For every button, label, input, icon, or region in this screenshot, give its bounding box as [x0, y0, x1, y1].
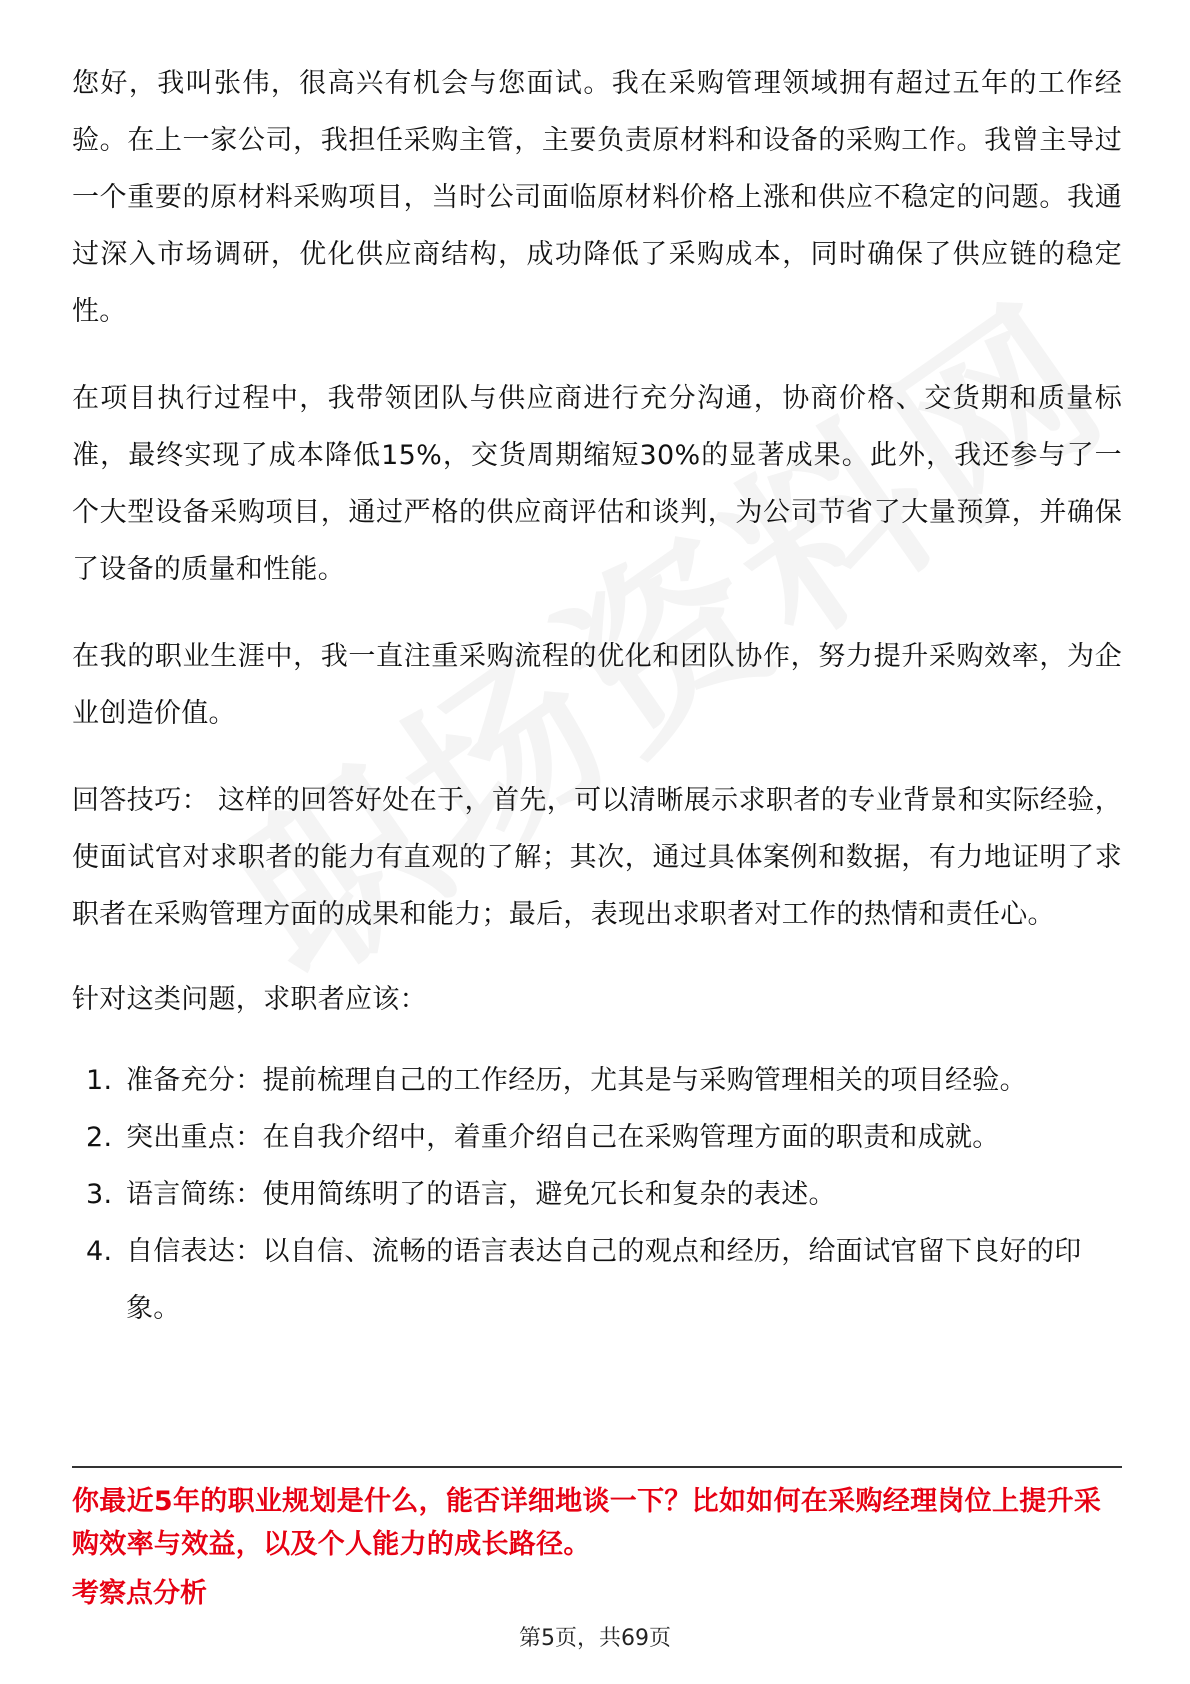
page-number: 第5页，共69页	[519, 1626, 671, 1651]
list-item-number: 3.	[86, 1179, 113, 1210]
section-divider	[72, 1466, 1122, 1468]
advice-list	[72, 1052, 1122, 1337]
paragraph-career: 在我的职业生涯中，我一直注重采购流程的优化和团队协作，努力提升采购效率，为企业创造价值。	[72, 641, 1122, 729]
paragraph-intro: 您好，我叫张伟，很高兴有机会与您面试。我在采购管理领域拥有超过五年的工作经验。在上一家公司，我担任采购主管，主要负责原材料和设备的采购工作。我曾主导过一个重要的原材料采购项目，当时公司面临原材料价格上涨和供应不稳定的问题。我通过深入市场调研，优化供应商结构，成功降低了采购成本，同时确保了供应链的稳定性。	[72, 68, 1122, 327]
interview-question: 你最近5年的职业规划是什么，能否详细地谈一下？比如如何在采购经理岗位上提升采购效率与效益，以及个人能力的成长路径。	[72, 1486, 1102, 1560]
list-item-text: 语言简练：使用简练明了的语言，避免冗长和复杂的表述。	[126, 1179, 836, 1210]
paragraph-tips: 回答技巧： 这样的回答好处在于，首先，可以清晰展示求职者的专业背景和实际经验，使面试官对求职者的能力有直观的了解；其次，通过具体案例和数据，有力地证明了求职者在采购管理方面的成果和能力；最后，表现出求职者对工作的热情和责任心。	[72, 785, 1122, 930]
paragraph-advice-intro: 针对这类问题，求职者应该：	[72, 984, 427, 1015]
list-item-number: 2.	[86, 1122, 113, 1153]
list-item	[72, 1223, 1122, 1337]
list-item-number: 1.	[86, 1065, 113, 1096]
list-item	[72, 1166, 1122, 1223]
section-heading: 考察点分析	[72, 1578, 207, 1609]
list-item	[72, 1052, 1122, 1109]
paragraph-project: 在项目执行过程中，我带领团队与供应商进行充分沟通，协商价格、交货期和质量标准，最终实现了成本降低15%，交货周期缩短30%的显著成果。此外，我还参与了一个大型设备采购项目，通过严格的供应商评估和谈判，为公司节省了大量预算，并确保了设备的质量和性能。	[72, 383, 1122, 585]
list-item-number: 4.	[86, 1236, 113, 1267]
list-item	[72, 1109, 1122, 1166]
list-item-text: 自信表达：以自信、流畅的语言表达自己的观点和经历，给面试官留下良好的印象。	[126, 1236, 1082, 1324]
list-item-text: 突出重点：在自我介绍中，着重介绍自己在采购管理方面的职责和成就。	[126, 1122, 1000, 1153]
list-item-text: 准备充分：提前梳理自己的工作经历，尤其是与采购管理相关的项目经验。	[126, 1065, 1027, 1096]
answer-body	[72, 55, 1122, 1337]
